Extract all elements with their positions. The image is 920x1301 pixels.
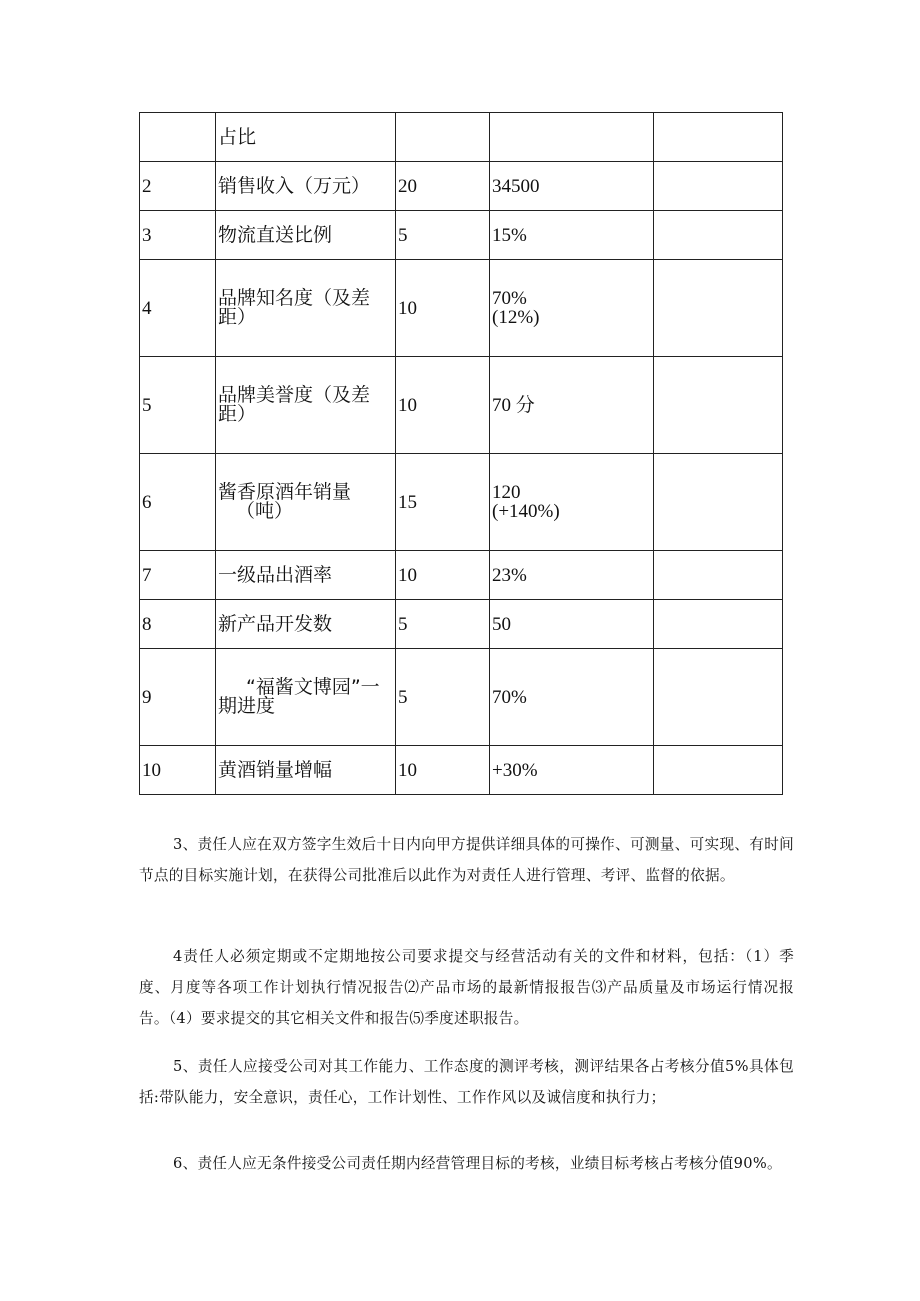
row-number: 10 (140, 746, 216, 795)
row-weight: 20 (396, 162, 490, 211)
row-extra (654, 746, 783, 795)
row-item-line: 品牌美誉度（及差 (218, 384, 371, 406)
paragraph-5 (139, 1051, 794, 1113)
row-target: 50 (490, 600, 654, 649)
row-target: 34500 (490, 162, 654, 211)
table-row (140, 649, 783, 746)
cell-empty (654, 113, 783, 162)
row-number: 6 (140, 454, 216, 551)
row-extra (654, 551, 783, 600)
row-weight: 5 (396, 211, 490, 260)
header-ratio: 占比 (216, 113, 396, 162)
paragraph-4 (139, 941, 794, 1034)
row-weight: 15 (396, 454, 490, 551)
paragraph-3 (139, 829, 794, 891)
table-row (140, 746, 783, 795)
row-extra (654, 162, 783, 211)
row-item-line: 酱香原酒年销量 (218, 481, 352, 503)
table-row (140, 600, 783, 649)
row-target (490, 260, 654, 357)
row-weight: 10 (396, 357, 490, 454)
cell-empty (396, 113, 490, 162)
row-item-line: （吨） (236, 500, 294, 522)
cell-empty (140, 113, 216, 162)
row-target-line: 70% (492, 288, 527, 309)
table-row (140, 162, 783, 211)
table-row (140, 551, 783, 600)
row-extra (654, 260, 783, 357)
row-number: 4 (140, 260, 216, 357)
row-target: 70% (490, 649, 654, 746)
row-item (216, 260, 396, 357)
cell-empty (490, 113, 654, 162)
row-target: +30% (490, 746, 654, 795)
row-number: 9 (140, 649, 216, 746)
row-item: 销售收入（万元） (216, 162, 396, 211)
row-extra (654, 649, 783, 746)
row-weight: 10 (396, 551, 490, 600)
table-row (140, 454, 783, 551)
row-item (216, 454, 396, 551)
row-item: 新产品开发数 (216, 600, 396, 649)
row-weight: 5 (396, 600, 490, 649)
row-extra (654, 600, 783, 649)
row-item: 黄酒销量增幅 (216, 746, 396, 795)
row-item-line: 距） (218, 306, 257, 328)
row-target: 70 分 (490, 357, 654, 454)
table-row (140, 211, 783, 260)
table-header-row (140, 113, 783, 162)
row-item (216, 649, 396, 746)
row-weight: 10 (396, 746, 490, 795)
row-number: 8 (140, 600, 216, 649)
row-number: 7 (140, 551, 216, 600)
row-weight: 10 (396, 260, 490, 357)
row-target (490, 454, 654, 551)
row-item-line: 品牌知名度（及差 (218, 287, 371, 309)
row-item-line: 期进度 (218, 695, 276, 717)
row-item (216, 357, 396, 454)
table-row (140, 260, 783, 357)
row-target-line: (+140%) (492, 501, 560, 522)
row-number: 2 (140, 162, 216, 211)
paragraph-6 (139, 1150, 794, 1178)
kpi-table (139, 112, 783, 795)
row-target: 23% (490, 551, 654, 600)
row-item-line: 距） (218, 403, 257, 425)
row-number: 5 (140, 357, 216, 454)
row-target-line: (12%) (492, 307, 540, 328)
paragraph-5-text: 5、责任人应接受公司对其工作能力、工作态度的测评考核，测评结果各占考核分值5%具体包括:带队能力，安全意识，责任心，工作计划性、工作作风以及诚信度和执行力； (139, 1058, 794, 1106)
row-extra (654, 454, 783, 551)
paragraph-4-text: 4责任人必须定期或不定期地按公司要求提交与经营活动有关的文件和材料，包括：（1）季度、月度等各项工作计划执行情况报告⑵产品市场的最新情报报告⑶产品质量及市场运行情况报告。（4）要求提交的其它相关文件和报告⑸季度述职报告。 (139, 948, 794, 1027)
row-target-line: 120 (492, 482, 521, 503)
row-weight: 5 (396, 649, 490, 746)
row-target: 15% (490, 211, 654, 260)
table-row (140, 357, 783, 454)
row-item-line: “福酱文博园”一 (246, 676, 380, 698)
row-item: 物流直送比例 (216, 211, 396, 260)
row-item: 一级品出酒率 (216, 551, 396, 600)
row-extra (654, 211, 783, 260)
paragraph-3-text: 3、责任人应在双方签字生效后十日内向甲方提供详细具体的可操作、可测量、可实现、有时间节点的目标实施计划，在获得公司批准后以此作为对责任人进行管理、考评、监督的依据。 (139, 836, 794, 884)
paragraph-6-text: 6、责任人应无条件接受公司责任期内经营管理目标的考核，业绩目标考核占考核分值90%。 (173, 1155, 782, 1172)
row-extra (654, 357, 783, 454)
row-number: 3 (140, 211, 216, 260)
